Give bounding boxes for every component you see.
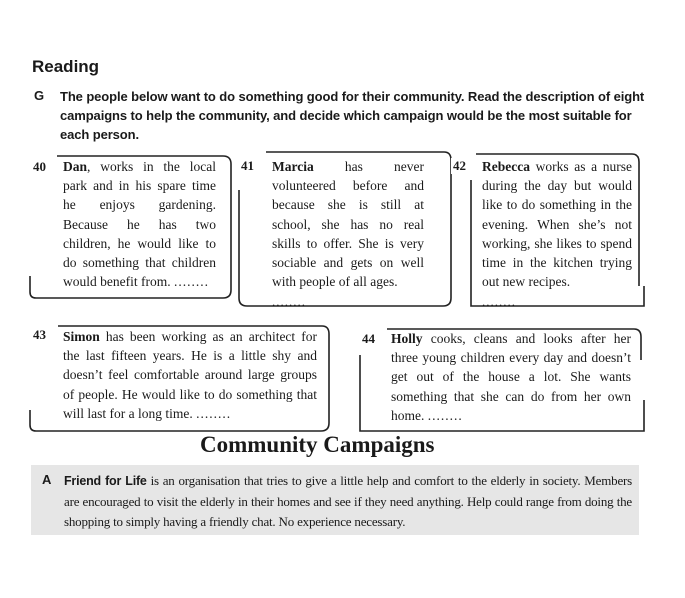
person-name: Holly [391,331,423,346]
item-number-42: 42 [453,158,466,173]
exercise-instructions: The people below want to do something good for their community. Read the description of eight campaigns to help the community, and decide which campaign would be the most suitable for each person. [60,89,645,142]
answer-blank-42[interactable]: ........ [482,294,516,309]
person-description: , works in the local park and in his spare time he enjoys gardening. Because he has two children, he would like to do something that children would benefit from. [63,159,216,290]
person-card-holly [391,329,631,425]
campaigns-heading: Community Campaigns [200,432,435,457]
page-title: Reading [32,57,100,76]
campaign-description: is an organisation that tries to give a little help and comfort to the elderly in society. Members are encouraged to visit the elderly in their homes and see if they need anything. Help could range from doing the shopping to simply having a friendly chat. No experience necessary. [64,473,633,529]
answer-blank-41[interactable]: ........ [272,294,306,309]
person-description: works as a nurse during the day but would like to do something in the evening. When she’s not working, she likes to spend time in the kitchen trying out new recipes. [482,159,632,290]
item-number-43: 43 [33,327,46,342]
person-name: Marcia [272,159,314,174]
person-card-marcia [272,157,424,291]
person-name: Rebecca [482,159,530,174]
item-number-40: 40 [33,159,46,174]
person-description: has never volunteered before and because she is still at school, she has no real skills to offer. She is very sociable and gets on well with people of all ages. [272,159,424,290]
campaign-name: Friend for Life [64,474,147,488]
item-number-44: 44 [362,331,375,346]
campaign-letter-a: A [42,472,52,487]
answer-blank-40[interactable]: ........ [173,274,209,290]
person-description: cooks, cleans and looks after her three young children every day and doesn’t get out of the house a lot. She wants something that she can do from her own home. [391,331,631,423]
exercise-letter: G [34,88,45,103]
answer-blank-43[interactable]: ........ [196,405,232,421]
person-card-dan [63,157,216,291]
person-name: Simon [63,329,100,344]
person-description: has been working as an architect for the last fifteen years. He is a little shy and doesn’t feel comfortable around large groups of people. He would like to do something that will last for a long time. [63,329,317,421]
person-card-rebecca [482,157,632,291]
item-number-41: 41 [241,158,254,173]
person-card-simon [63,327,317,423]
answer-blank-44[interactable]: ........ [427,407,463,423]
person-name: Dan [63,159,88,174]
campaign-a [64,471,632,533]
